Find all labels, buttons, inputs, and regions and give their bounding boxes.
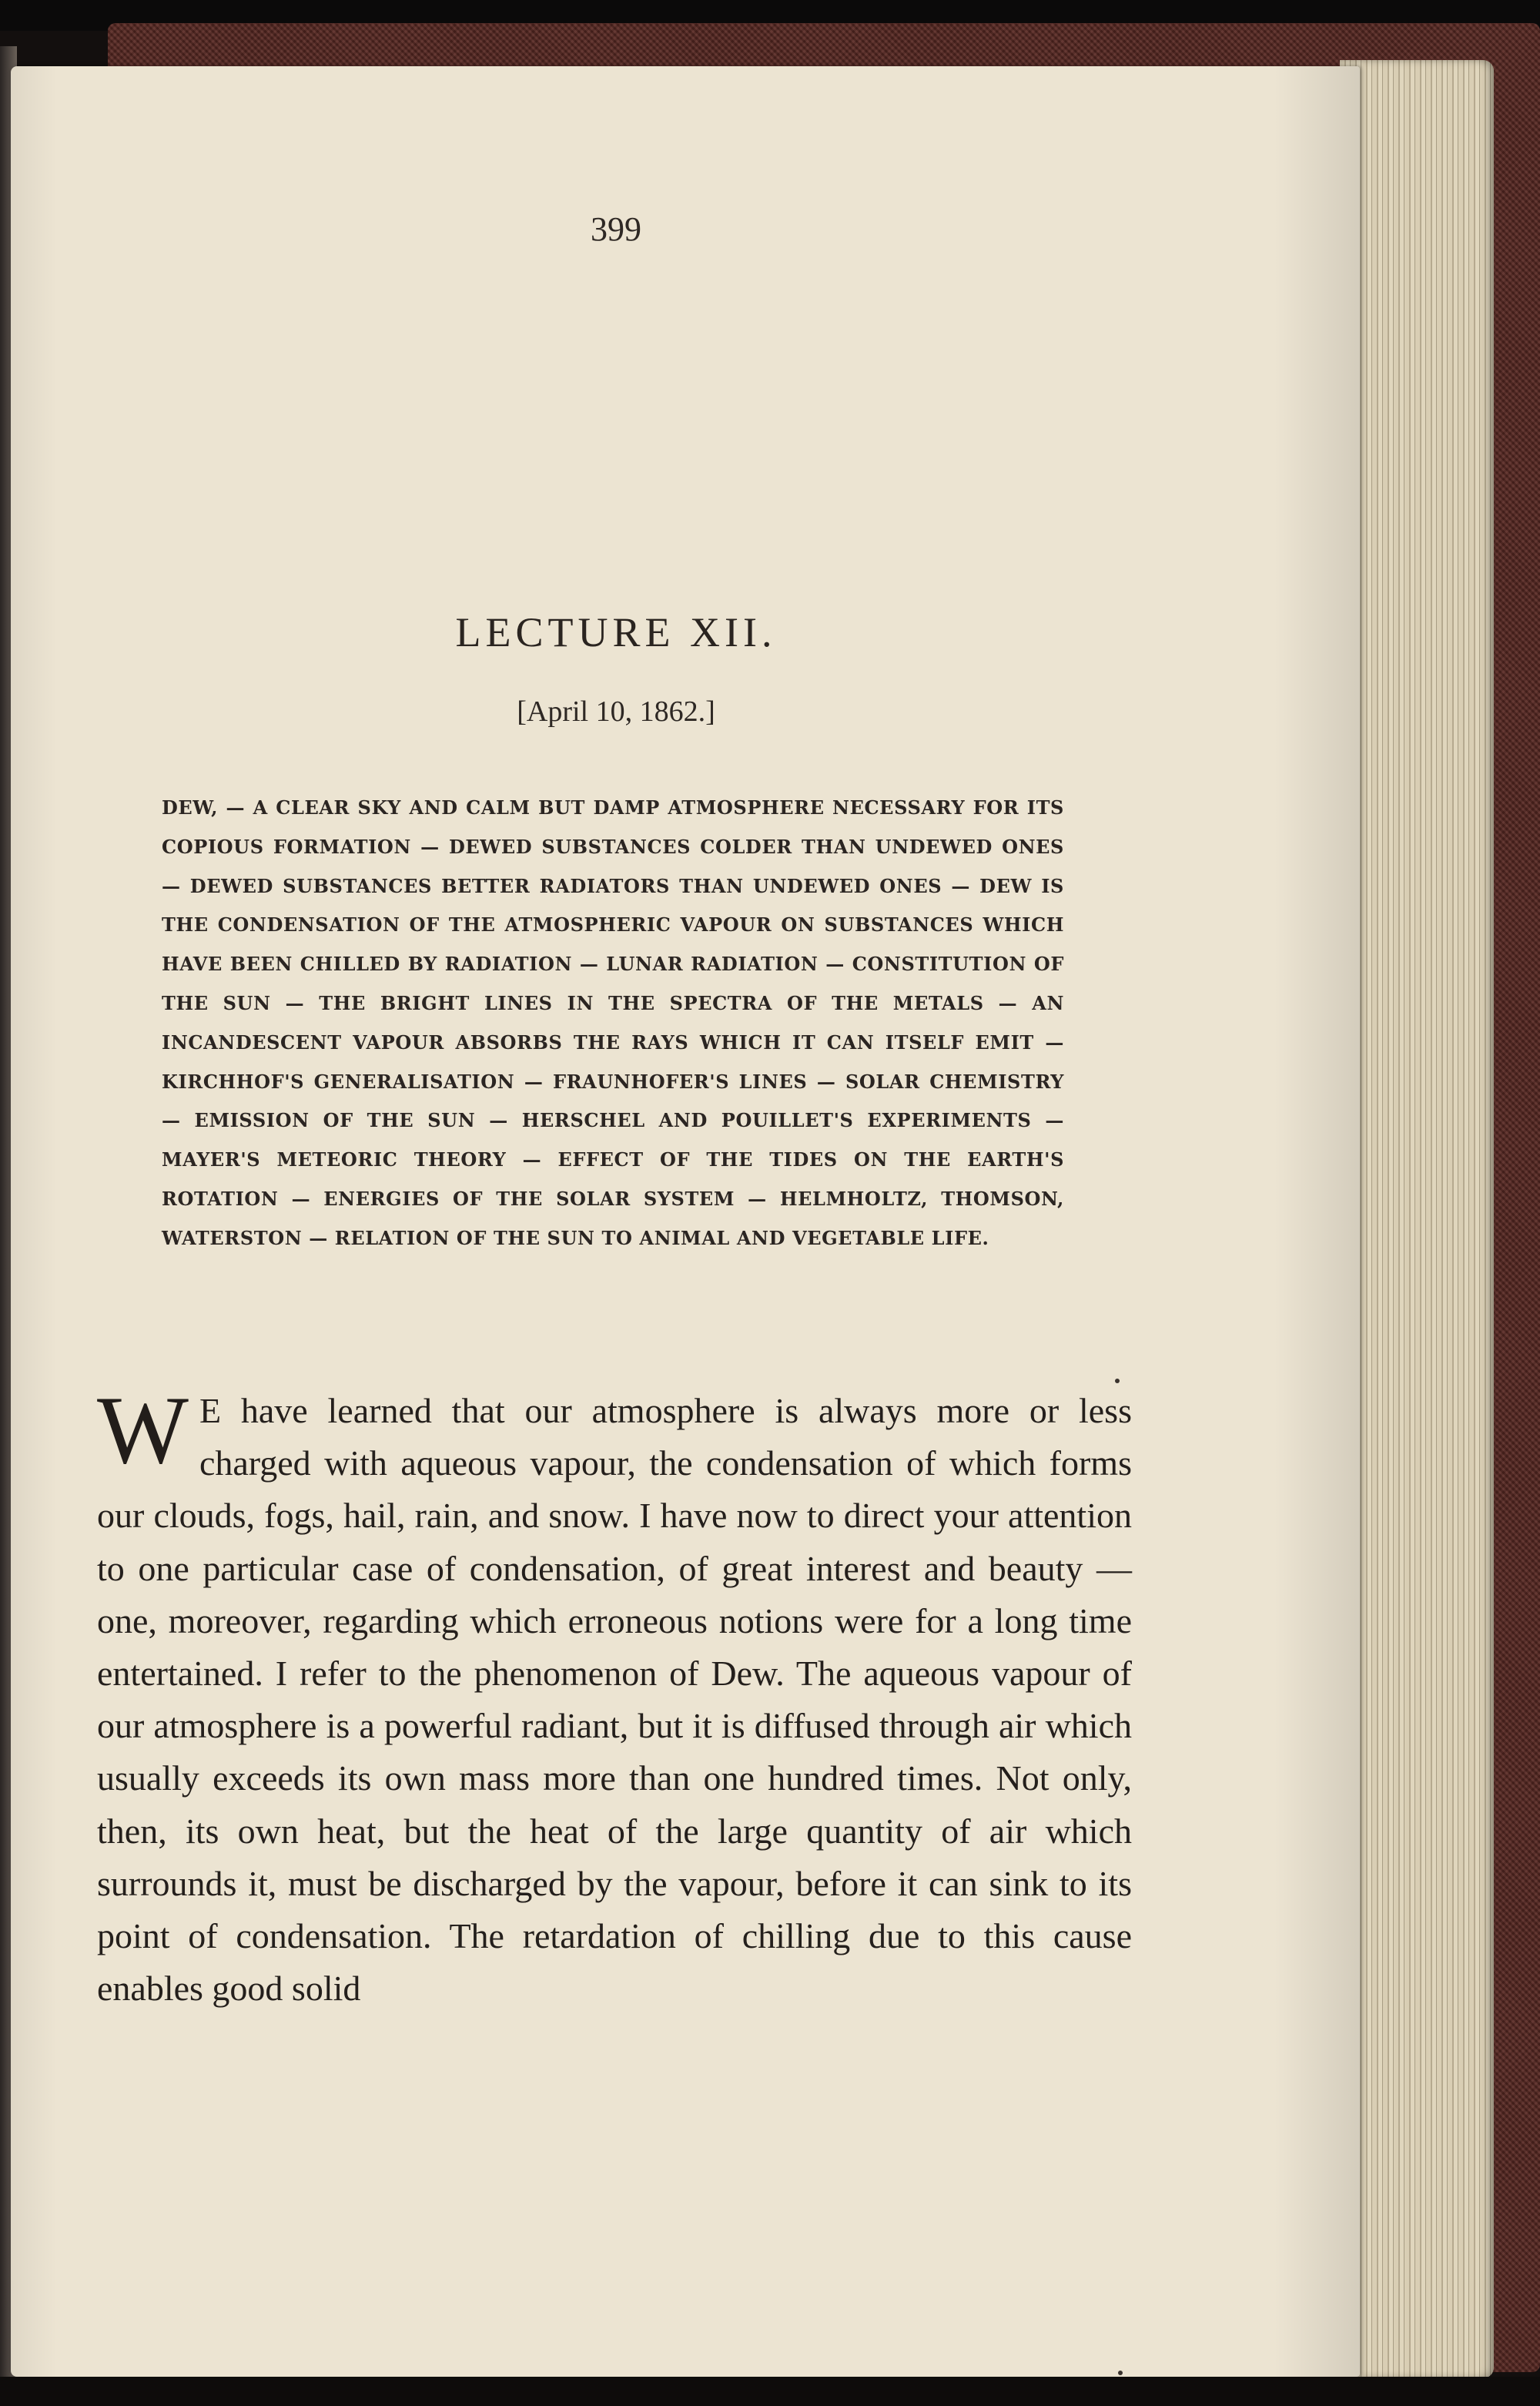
page-edges (1340, 60, 1494, 2378)
body-text: E have learned that our atmosphere is always more or less charged with aqueous vapour, the condensation of which forms our clouds, fogs, hail, rain, and snow. I have now to direct your attention to one particular case of condensation, of great interest and beauty — one, moreover, regarding which erroneous notions were for a long time entertained. I refer to the phenomenon of Dew. The aqueous vapour of our atmosphere is a powerful radiant, but it is diffused through air which usually exceeds its own mass more than one hundred times. Not only, then, its own heat, but the heat of the large quantity of air which surrounds it, must be discharged by the vapour, before it can sink to its point of condensation. The retardation of chilling due to this cause enables good solid (97, 1391, 1132, 2009)
body-paragraph (97, 1377, 1132, 2015)
drop-cap: W (97, 1377, 189, 1484)
paper-speck (1118, 2371, 1123, 2375)
lecture-title: LECTURE XII. (455, 609, 777, 655)
page-number: 399 (591, 210, 641, 248)
lecture-summary: DEW, — A CLEAR SKY AND CALM BUT DAMP ATMOSPHERE NECESSARY FOR ITS COPIOUS FORMATION — DEWED SUBSTANCES COLDER THAN UNDEWED ONES — DEWED SUBSTANCES BETTER RADIATORS THAN UNDEWED ONES — DEW IS THE CONDENSATION OF THE ATMOSPHERIC VAPOUR ON SUBSTANCES WHICH HAVE BEEN CHILLED BY RADIATION — LUNAR RADIATION — CONSTITUTION OF THE SUN — THE BRIGHT LINES IN THE SPECTRA OF THE METALS — AN INCANDESCENT VAPOUR ABSORBS THE RAYS WHICH IT CAN ITSELF EMIT — KIRCHHOF'S GENERALISATION — FRAUNHOFER'S LINES — SOLAR CHEMISTRY — EMISSION OF THE SUN — HERSCHEL AND POUILLET'S EXPERIMENTS — MAYER'S METEORIC THEORY — EFFECT OF THE TIDES ON THE EARTH'S ROTATION — ENERGIES OF THE SOLAR SYSTEM — HELMHOLTZ, THOMSON, WATERSTON — RELATION OF THE SUN TO ANIMAL AND VEGETABLE LIFE. (162, 796, 1064, 1249)
paper-speck (1115, 1379, 1120, 1383)
lecture-date: [April 10, 1862.] (517, 695, 715, 728)
scan-background-bottom (0, 2377, 1540, 2406)
